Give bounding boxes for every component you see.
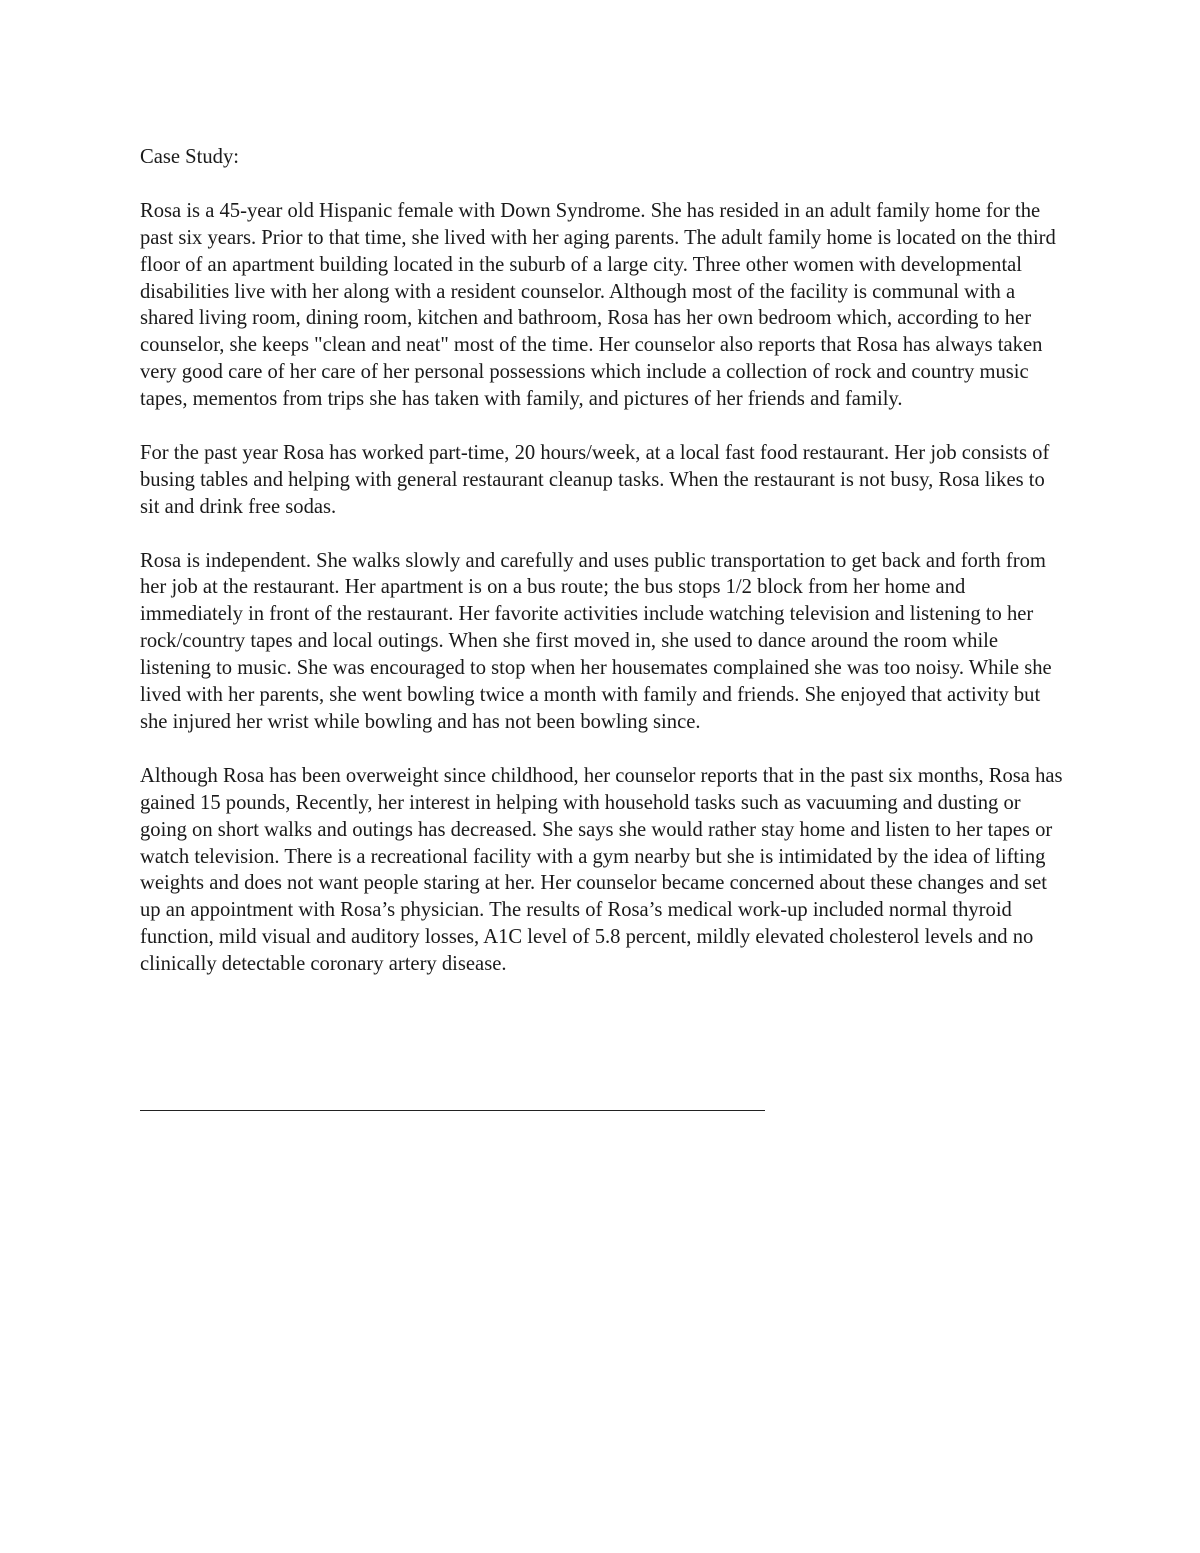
paragraph-background: Rosa is a 45-year old Hispanic female with Down Syndrome. She has resided in an adult family home for the past six years. Prior to that time, she lived with her aging parents. The adult family home is located on the third floor of an apartment building located in the suburb of a large city. Three other women with developmental disabilities live with her along with a resident counselor. Although most of the facility is communal with a shared living room, dining room, kitchen and bathroom, Rosa has her own bedroom which, according to her counselor, she keeps "clean and neat" most of the time. Her counselor also reports that Rosa has always taken very good care of her care of her personal possessions which include a collection of rock and country music tapes, mementos from trips she has taken with family, and pictures of her friends and family.: [140, 199, 1056, 411]
paragraph-activities: Rosa is independent. She walks slowly and carefully and uses public transportation to get back and forth from her job at the restaurant. Her apartment is on a bus route; the bus stops 1/2 block from her home and immediately in front of the restaurant. Her favorite activities include watching television and listening to her rock/country tapes and local outings. When she first moved in, she used to dance around the room while listening to music. She was encouraged to stop when her housemates complained she was too noisy. While she lived with her parents, she went bowling twice a month with family and friends. She enjoyed that activity but she injured her wrist while bowling and has not been bowling since.: [140, 549, 1052, 733]
separator-line: [140, 1110, 765, 1111]
case-study-heading: Case Study:: [140, 146, 239, 168]
paragraph-health: Although Rosa has been overweight since childhood, her counselor reports that in the past six months, Rosa has gained 15 pounds, Recently, her interest in helping with household tasks such as vacuuming and dusting or going on short walks and outings has decreased. She says she would rather stay home and listen to her tapes or watch television. There is a recreational facility with a gym nearby but she is intimidated by the idea of lifting weights and does not want people staring at her. Her counselor became concerned about these changes and set up an appointment with Rosa’s physician. The results of Rosa’s medical work-up included normal thyroid function, mild visual and auditory losses, A1C level of 5.8 percent, mildly elevated cholesterol levels and no clinically detectable coronary artery disease.: [140, 764, 1063, 976]
document-body: [140, 144, 1065, 1005]
paragraph-employment: For the past year Rosa has worked part-time, 20 hours/week, at a local fast food restaurant. Her job consists of busing tables and helping with general restaurant cleanup tasks. When the restaurant is not busy, Rosa likes to sit and drink free sodas.: [140, 441, 1050, 518]
